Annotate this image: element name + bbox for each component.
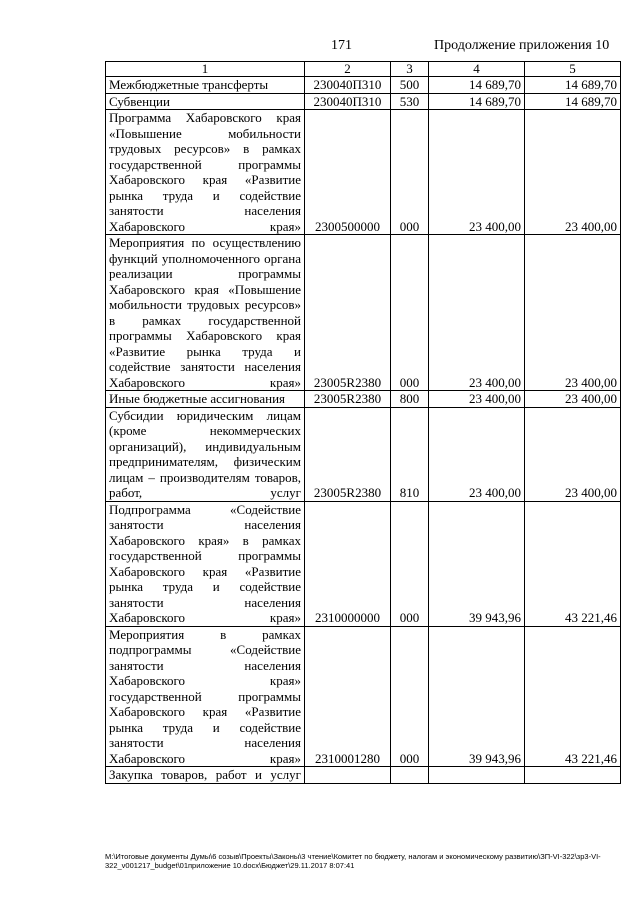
- row-expense-type: 500: [391, 77, 429, 94]
- row-code: 2310001280: [305, 626, 391, 767]
- table-row: [106, 93, 621, 110]
- row-sum-1: [429, 767, 525, 784]
- row-name: Мероприятия в рамках подпрограммы «Содействие занятости населения Хабаровского края» государственной программы Хабаровского края «Развитие рынка труда и содействие занятости населения Хабаровского края»: [106, 626, 305, 767]
- row-expense-type: 800: [391, 391, 429, 408]
- column-header: 1: [106, 62, 305, 77]
- row-name: Межбюджетные трансферты: [106, 77, 305, 94]
- table-row: [106, 77, 621, 94]
- table-row: [106, 501, 621, 626]
- row-code: 2310000000: [305, 501, 391, 626]
- table-row: [106, 407, 621, 501]
- column-header: 3: [391, 62, 429, 77]
- table-row: [106, 626, 621, 767]
- row-name: Мероприятия по осуществлению функций уполномоченного органа реализации программы Хабаровского края «Повышение мобильности трудовых ресурсов» в рамках государственной программы Хабаровского края «Развитие рынка труда и содействие занятости населения Хабаровского края»: [106, 235, 305, 391]
- row-code: [305, 767, 391, 784]
- row-name: Программа Хабаровского края «Повышение мобильности трудовых ресурсов» в рамках государственной программы Хабаровского края «Развитие рынка труда и содействие занятости населения Хабаровского края»: [106, 110, 305, 235]
- table-row: [106, 391, 621, 408]
- table-row: [106, 767, 621, 784]
- row-sum-1: 14 689,70: [429, 93, 525, 110]
- row-code: 23005R2380: [305, 235, 391, 391]
- row-sum-2: 43 221,46: [525, 626, 621, 767]
- row-name: Субвенции: [106, 93, 305, 110]
- row-sum-1: 23 400,00: [429, 235, 525, 391]
- table-row: [106, 235, 621, 391]
- row-expense-type: 000: [391, 501, 429, 626]
- row-name: Закупка товаров, работ и услуг: [106, 767, 305, 784]
- row-expense-type: [391, 767, 429, 784]
- row-sum-1: 39 943,96: [429, 626, 525, 767]
- row-expense-type: 000: [391, 626, 429, 767]
- column-header: 5: [525, 62, 621, 77]
- row-code: 230040П310: [305, 93, 391, 110]
- row-expense-type: 000: [391, 110, 429, 235]
- row-sum-1: 23 400,00: [429, 407, 525, 501]
- row-sum-2: 14 689,70: [525, 77, 621, 94]
- row-sum-2: 43 221,46: [525, 501, 621, 626]
- row-sum-1: 23 400,00: [429, 110, 525, 235]
- row-sum-1: 39 943,96: [429, 501, 525, 626]
- row-sum-1: 23 400,00: [429, 391, 525, 408]
- row-expense-type: 000: [391, 235, 429, 391]
- budget-table: [105, 61, 621, 784]
- row-sum-2: [525, 767, 621, 784]
- column-header: 2: [305, 62, 391, 77]
- row-code: 23005R2380: [305, 407, 391, 501]
- row-sum-2: 23 400,00: [525, 407, 621, 501]
- row-sum-1: 14 689,70: [429, 77, 525, 94]
- continuation-label: Продолжение приложения 10: [434, 38, 610, 53]
- row-code: 230040П310: [305, 77, 391, 94]
- page-number: 171: [331, 38, 352, 53]
- column-header: 4: [429, 62, 525, 77]
- row-sum-2: 23 400,00: [525, 391, 621, 408]
- table-header-row: [106, 62, 621, 77]
- file-path-footer: M:\Итоговые документы Думы\6 созыв\Проекты\Законы\3 чтение\Комитет по бюджету, налогам и экономическому развитию\ЗП-VI-322\зр3-VI-322_v001217_budget\01приложение 10.docx\Бюджет\29.11.2017 8:07:41: [105, 852, 601, 870]
- row-expense-type: 810: [391, 407, 429, 501]
- row-code: 2300500000: [305, 110, 391, 235]
- row-name: Субсидии юридическим лицам (кроме некоммерческих организаций), индивидуальным предпринимателям, физическим лицам – производителям товаров, работ, услуг: [106, 407, 305, 501]
- row-expense-type: 530: [391, 93, 429, 110]
- row-code: 23005R2380: [305, 391, 391, 408]
- row-sum-2: 23 400,00: [525, 110, 621, 235]
- row-sum-2: 14 689,70: [525, 93, 621, 110]
- table-row: [106, 110, 621, 235]
- row-name: Иные бюджетные ассигнования: [106, 391, 305, 408]
- row-name: Подпрограмма «Содействие занятости населения Хабаровского края» в рамках государственной программы Хабаровского края «Развитие рынка труда и содействие занятости населения Хабаровского края»: [106, 501, 305, 626]
- row-sum-2: 23 400,00: [525, 235, 621, 391]
